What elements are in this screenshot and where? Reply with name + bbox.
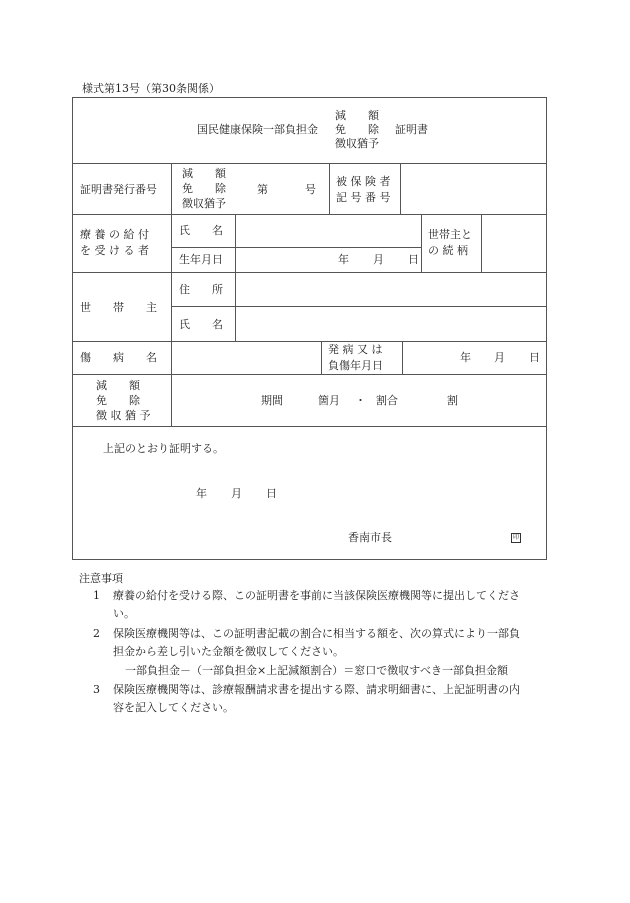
dob-day: 日 — [408, 253, 419, 266]
relation-label-2: の 続 柄 — [428, 244, 468, 257]
cert-stack-reduce: 減 額 — [182, 167, 226, 180]
title-suffix: 証明書 — [395, 123, 428, 136]
injury-label: 傷 病 名 — [80, 351, 157, 364]
householder-name-label: 氏 名 — [179, 318, 223, 331]
householder-address-label: 住 所 — [179, 283, 223, 296]
cert-dai: 第 — [257, 183, 268, 196]
note-2-text: 保険医療機関等は、この証明書記載の割合に相当する額を、次の算式により一部負 — [113, 627, 520, 640]
months-label: 箇月 — [318, 394, 340, 407]
note-1-text: 療養の給付を受ける際、この証明書を事前に当該保険医療機関等に提出してくださ — [113, 589, 520, 602]
recipient-label-2: を 受 け る 者 — [80, 244, 149, 257]
householder-label: 世 帯 主 — [80, 301, 157, 314]
onset-month: 月 — [494, 351, 505, 364]
recipient-name-label: 氏 名 — [179, 224, 223, 237]
period-stack-defer: 徴 収 猶 予 — [96, 409, 151, 422]
relation-label-1: 世帯主と — [428, 228, 472, 241]
note-3-number: 3 — [93, 683, 100, 696]
recipient-label-1: 療 養 の 給 付 — [80, 228, 149, 241]
title-stack-reduce: 減 額 — [335, 109, 379, 122]
note-2-formula: 一部負担金－（一部負担金×上記減額割合）＝窓口で徴収すべき一部負担金額 — [125, 664, 508, 677]
period-stack-exempt: 免 除 — [96, 394, 140, 407]
period-stack-reduce: 減 額 — [96, 379, 140, 392]
cert-stack-exempt: 免 除 — [182, 182, 226, 195]
cert-date-year: 年 — [196, 487, 207, 500]
dob-month: 月 — [373, 253, 384, 266]
cert-date-day: 日 — [266, 487, 277, 500]
cert-go: 号 — [305, 183, 316, 196]
ratio-label: 割合 — [376, 394, 398, 407]
cert-stack-defer: 徴収猶予 — [182, 197, 226, 210]
onset-day: 日 — [529, 351, 540, 364]
title-stack-exempt: 免 除 — [335, 123, 379, 136]
period-label: 期間 — [261, 394, 283, 407]
onset-label-1: 発 病 又 は — [328, 343, 383, 356]
cert-date-month: 月 — [231, 487, 242, 500]
note-1-cont: い。 — [113, 607, 135, 620]
onset-label-2: 負傷年月日 — [328, 359, 383, 372]
note-3-text: 保険医療機関等は、診療報酬請求書を提出する際、請求明細書に、上記証明書の内 — [113, 683, 520, 696]
form-title: 国民健康保険一部負担金 — [197, 123, 318, 136]
insured-label-1: 被 保 険 者 — [336, 175, 391, 188]
onset-year: 年 — [460, 351, 471, 364]
wari-label: 割 — [447, 394, 458, 407]
note-2-number: 2 — [93, 627, 100, 640]
form-number-label: 様式第13号（第30条関係） — [82, 82, 220, 95]
notes-heading: 注意事項 — [79, 572, 123, 585]
cert-number-label: 証明書発行番号 — [80, 183, 157, 196]
note-3-cont: 容を記入してください。 — [113, 701, 234, 714]
separator-dot: ・ — [355, 394, 366, 407]
seal-icon: 印 — [512, 534, 519, 541]
title-stack-defer: 徴収猶予 — [335, 137, 379, 150]
recipient-dob-label: 生年月日 — [179, 253, 223, 266]
signer-title: 香南市長 — [348, 531, 392, 544]
dob-year: 年 — [338, 253, 349, 266]
note-1-number: 1 — [93, 589, 100, 602]
certification-statement: 上記のとおり証明する。 — [103, 442, 224, 455]
insured-label-2: 記 号 番 号 — [336, 191, 391, 204]
note-2-cont: 担金から差し引いた金額を徴収してください。 — [113, 645, 344, 658]
